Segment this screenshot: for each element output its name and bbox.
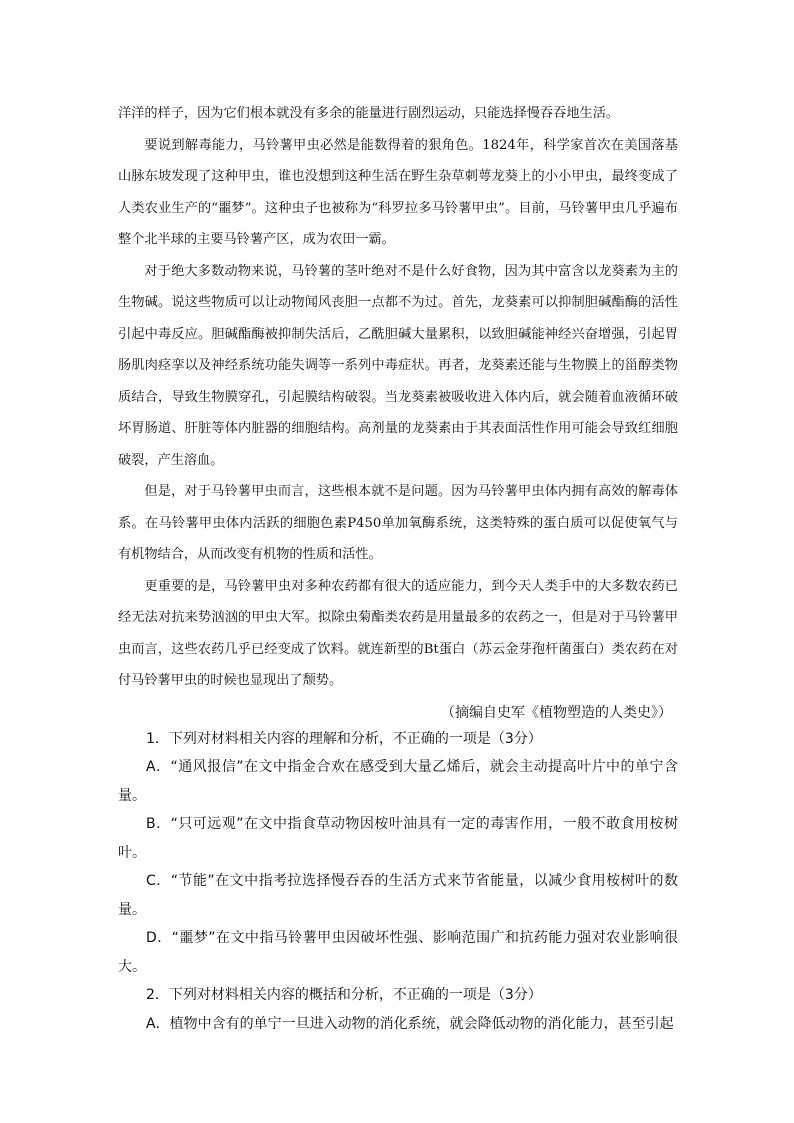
exam-page (118, 98, 678, 1038)
question-2-option-a: A．植物中含有的单宁一旦进入动物的消化系统，就会降低动物的消化能力，甚至引起 (146, 1015, 674, 1032)
question-1-option-a: A．“通风报信”在文中指金合欢在感受到大量乙烯后，就会主动提高叶片中的单宁含量。 (118, 759, 678, 804)
question-1-option-c: C．“节能”在文中指考拉选择慢吞吞的生活方式来节省能量，以减少食用桉树叶的数量。 (118, 873, 678, 918)
question-1 (118, 725, 678, 982)
question-2 (118, 981, 678, 1038)
passage-paragraph-solanine: 对于绝大多数动物来说，马铃薯的茎叶绝对不是什么好食物，因为其中富含以龙葵素为主的生物碱。说这些物质可以让动物闻风丧胆一点都不为过。首先，龙葵素可以抑制胆碱酯酶的活性引起中毒反应。胆碱酯酶被抑制失活后，乙酰胆碱大量累积，以致胆碱能神经兴奋增强，引起胃肠肌肉痉挛以及神经系统功能失调等一系列中毒症状。再者，龙葵素还能与生物膜上的甾醇类物质结合，导致生物膜穿孔，引起膜结构破裂。当龙葵素被吸收进入体内后，就会随着血液循环破坏胃肠道、肝脏等体内脏器的细胞结构。高剂量的龙葵素由于其表面活性作用可能会导致红细胞破裂，产生溶血。 (118, 263, 678, 468)
source-citation: （摘编自史军《植物塑造的人类史》） (441, 704, 672, 721)
passage-paragraph-pesticide: 更重要的是，马铃薯甲虫对多种农药都有很大的适应能力，到今天人类手中的大多数农药已经无法对抗来势汹汹的甲虫大军。拟除虫菊酯类农药是用量最多的农药之一，但是对于马铃薯甲虫而言，这些农药几乎已经变成了饮料。就连新型的Bt蛋白（苏云金芽孢杆菌蛋白）类农药在对付马铃薯甲虫的时候也显现出了颓势。 (118, 578, 678, 688)
passage-paragraph-continuation: 洋洋的样子，因为它们根本就没有多余的能量进行剧烈运动，只能选择慢吞吞地生活。 (118, 106, 620, 121)
passage-paragraph-p450: 但是，对于马铃薯甲虫而言，这些根本就不是问题。因为马铃薯甲虫体内拥有高效的解毒体系。在马铃薯甲虫体内活跃的细胞色素P450单加氧酶系统，这类特殊的蛋白质可以促使氧气与有机物结合，从而改变有机物的性质和活性。 (118, 484, 678, 562)
passage-paragraph-detox: 要说到解毒能力，马铃薯甲虫必然是能数得着的狠角色。1824年，科学家首次在美国落基山脉东坡发现了这种甲虫，谁也没想到这种生活在野生杂草刺萼龙葵上的小小甲虫，最终变成了人类农业生产的“噩梦”。这种虫子也被称为“科罗拉多马铃薯甲虫”。目前，马铃薯甲虫几乎遍布整个北半球的主要马铃薯产区，成为农田一霸。 (118, 137, 678, 247)
question-1-option-b: B．“只可远观”在文中指食草动物因桉叶油具有一定的毒害作用，一般不敢食用桉树叶。 (118, 816, 678, 861)
question-1-option-d: D．“噩梦”在文中指马铃薯甲虫因破坏性强、影响范围广和抗药能力强对农业影响很大。 (118, 930, 678, 975)
question-1-stem: 1．下列对材料相关内容的理解和分析，不正确的一项是（3分） (146, 730, 542, 747)
question-2-stem: 2．下列对材料相关内容的概括和分析，不正确的一项是（3分） (146, 987, 542, 1003)
